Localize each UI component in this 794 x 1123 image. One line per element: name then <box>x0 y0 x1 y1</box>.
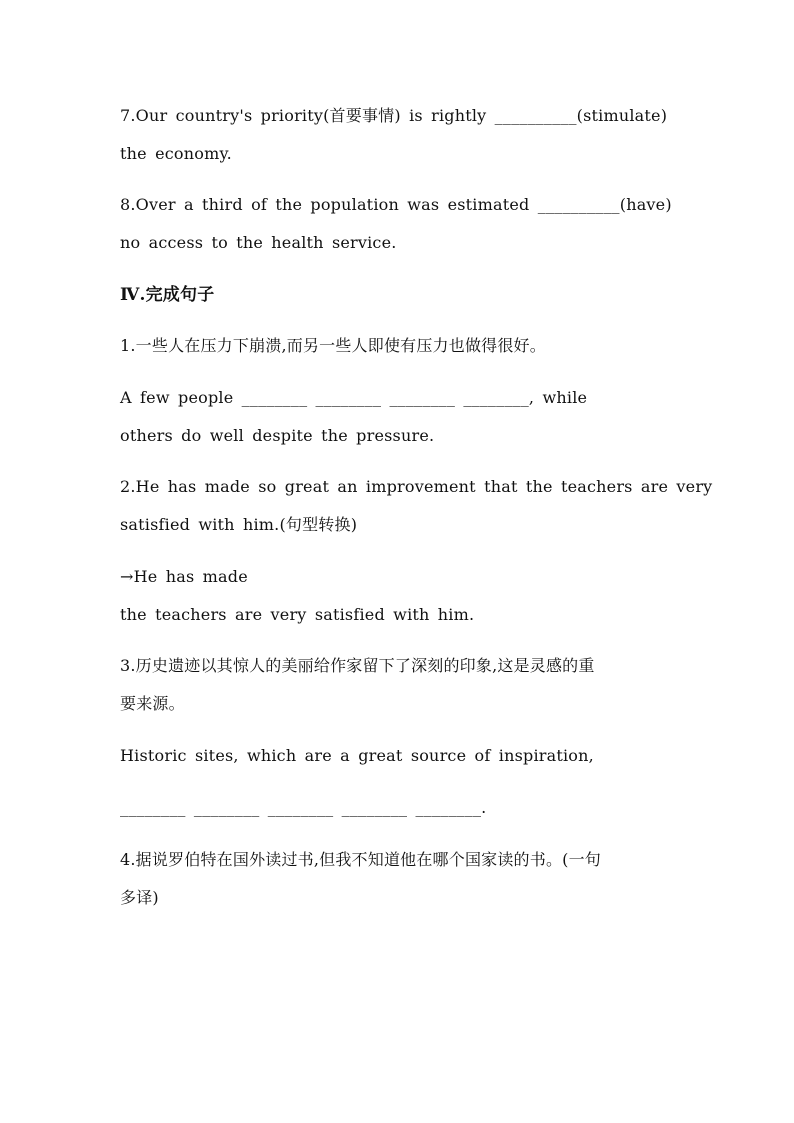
sentence-2-line-4: the teachers are very satisfied with him. <box>120 605 475 624</box>
item-7-line-2: the economy. <box>120 144 232 163</box>
sentence-4-prompt-2: 多译) <box>120 888 159 907</box>
sentence-4-prompt-1: 4.据说罗伯特在国外读过书,但我不知道他在哪个国家读的书。(一句 <box>120 850 601 869</box>
sentence-2-line-2: satisfied with him.(句型转换) <box>120 515 358 534</box>
sentence-3-line-2: ________ ________ ________ ________ ________. <box>120 798 487 817</box>
section-heading: Ⅳ.完成句子 <box>120 285 215 305</box>
sentence-1-prompt: 1.一些人在压力下崩溃,而另一些人即使有压力也做得很好。 <box>120 336 546 355</box>
sentence-2-line-1: 2.He has made so great an improvement that the teachers are very <box>120 477 713 496</box>
sentence-3-line-1: Historic sites, which are a great source of inspiration, <box>120 746 594 765</box>
sentence-2-line-3: →He has made <box>120 567 248 586</box>
sentence-3-prompt-1: 3.历史遗迹以其惊人的美丽给作家留下了深刻的印象,这是灵感的重 <box>120 656 595 675</box>
sentence-3-prompt-2: 要来源。 <box>120 694 185 713</box>
item-8-line-1: 8.Over a third of the population was estimated __________(have) <box>120 195 672 214</box>
sentence-1-line-2: others do well despite the pressure. <box>120 426 435 445</box>
item-7-line-1: 7.Our country's priority(首要事情) is rightly __________(stimulate) <box>120 106 668 125</box>
sentence-1-line-1: A few people ________ ________ ________ ________, while <box>120 388 588 407</box>
item-8-line-2: no access to the health service. <box>120 233 397 252</box>
